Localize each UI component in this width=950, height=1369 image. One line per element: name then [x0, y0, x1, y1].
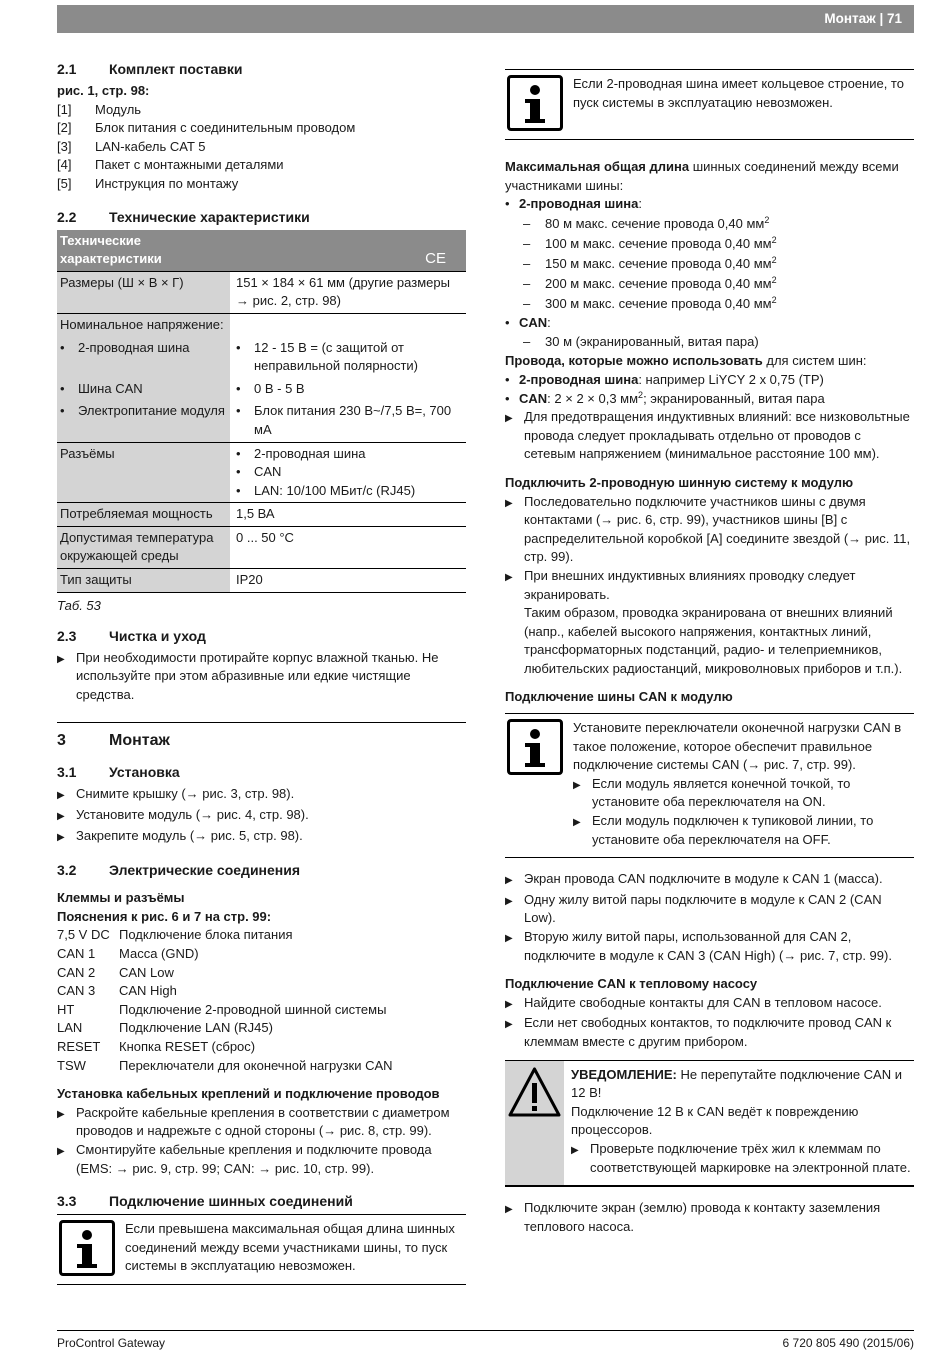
- cable-subheading: Установка кабельных креплений и подключение проводов: [57, 1086, 440, 1102]
- list-item: [4] Пакет с монтажными деталями: [57, 157, 284, 173]
- list-item: ▶ Найдите свободные контакты для CAN в тепловом насосе.: [505, 994, 914, 1015]
- page-header: [57, 5, 914, 33]
- page-footer: [57, 1330, 914, 1350]
- info-icon: [507, 75, 563, 131]
- heatpump-subheading: Подключение CAN к тепловому насосу: [505, 976, 758, 992]
- list-item: – 300 м макс. сечение провода 0,40 $мм^2$: [523, 294, 777, 311]
- list-item: • 2-проводная шина:: [505, 196, 642, 212]
- triangle-right-icon: ▶: [505, 497, 513, 509]
- footer-doc-number: 6 720 805 490 (2015/06): [782, 1336, 914, 1350]
- list-item: ▶ Установите модуль (→ рис. 4, стр. 98).: [57, 806, 466, 827]
- triangle-right-icon: ▶: [573, 817, 581, 829]
- tech-power-key: Потребляемая мощность: [57, 503, 230, 527]
- tech-volt-can-key: Шина CAN: [78, 380, 143, 396]
- s21-ref: рис. 1, стр. 98:: [57, 83, 150, 98]
- list-item: ▶ Последовательно подключите участников шины с двумя контактами (→ рис. 6, стр. 99), участников шины [B] с распределительной коробкой [A] соедините звездой (→ рис. 11, стр. 99).: [505, 493, 914, 567]
- list-item: CAN 2 CAN Low: [57, 964, 174, 980]
- list-item: ▶ Если модуль подключен к тупиковой линии, то установите оба переключателя на OFF.: [573, 812, 914, 849]
- triangle-right-icon: ▶: [505, 933, 513, 944]
- tech-table: Технические характеристики CE Размеры (Ш × В × Г) 151 × 184 × 61 мм (другие размеры → рис. 2, стр. 98) Номинальное напряжение: • 2-проводная шина • 12 - 15 В = (с защитой от неправильной полярности) • Шина CAN • 0 В - 5 В • Электропитание модуля • Блок питания 230 В~/7,5 В=, 700 мА Разъёмы • 2-проводная шина • CAN • LAN: 10/100 МБит/с (RJ45) Потребляемая мощность 1,5 ВА Допустимая температура окружающей среды 0 ... 50 °C Тип защиты IP20: [57, 230, 466, 593]
- triangle-right-icon: ▶: [505, 998, 513, 1010]
- list-item: HT Подключение 2-проводной шинной системы: [57, 1001, 387, 1017]
- list-item: ▶ Раскройте кабельные крепления в соответствии с диаметром проводов и надрежьте с одной стороны (→ рис. 8, стр. 99).: [57, 1104, 466, 1141]
- triangle-right-icon: ▶: [505, 1204, 513, 1216]
- triangle-right-icon: ▶: [57, 1145, 65, 1157]
- tech-prot-key: Тип защиты: [57, 569, 230, 593]
- triangle-right-icon: ▶: [505, 875, 513, 887]
- footer-product: ProControl Gateway: [57, 1336, 166, 1350]
- list-item: CAN 3 CAN High: [57, 983, 177, 999]
- tech-dims-val: 151 × 184 × 61 мм (другие размеры → рис. 2, стр. 98): [230, 271, 466, 313]
- list-item: ▶ Вторую жилу витой пары, использованной для CAN 2, подключите в модуле к CAN 3 (CAN High) (→ рис. 7, стр. 99).: [505, 928, 914, 965]
- list-item: ▶ Экран провода CAN подключите в модуле к CAN 1 (масса).: [505, 870, 914, 891]
- table-caption: Таб. 53: [57, 597, 101, 613]
- shield-explanation: Таким образом, проводка экранирована от внешних влияний (напр., кабелей высокого напряжения, контактных линий, трансформаторных подстанций, радио- и телеприемников, любительских радиостанций, микроволновых приборов и т.п.).: [524, 605, 903, 676]
- triangle-right-icon: ▶: [57, 831, 65, 843]
- list-item: • 2-проводная шина: например LiYCY 2 x 0,75 (TP): [505, 371, 824, 387]
- section-3-title: 3 Монтаж: [57, 732, 170, 750]
- list-item: – 80 м макс. сечение провода 0,40 $мм^2$: [523, 214, 770, 231]
- list-item: ▶ Снимите крышку (→ рис. 3, стр. 98).: [57, 785, 466, 806]
- triangle-right-icon: ▶: [57, 1108, 65, 1120]
- info-box: Если превышена максимальная общая длина шинных соединений между всеми участниками шины, то пуск системы в эксплуатацию невозможен.: [57, 1214, 466, 1285]
- tech-table-header: Технические характеристики: [57, 230, 230, 272]
- list-item: CAN 1 Масса (GND): [57, 946, 199, 961]
- list-item: [2] Блок питания с соединительным проводом: [57, 120, 356, 136]
- list-item: [5] Инструкция по монтажу: [57, 175, 239, 191]
- legend-subheading: Пояснения к рис. 6 и 7 на стр. 99:: [57, 908, 272, 924]
- list-item: – 100 м макс. сечение провода 0,40 $мм^2$: [523, 234, 777, 251]
- terminal-defs: [57, 926, 466, 1075]
- right-column: [505, 69, 914, 1236]
- list-item: RESET Кнопка RESET (сброс): [57, 1038, 256, 1054]
- tech-volt-psu-val: Блок питания 230 В~/7,5 В=, 700 мА: [254, 403, 452, 437]
- list-item: – 200 м макс. сечение провода 0,40 $мм^2$: [523, 274, 777, 291]
- left-column: [57, 60, 466, 1285]
- list-item: ▶ Если модуль является конечной точкой, то установите оба переключателя на ON.: [573, 775, 914, 812]
- tech-conn-val: • 2-проводная шина • CAN • LAN: 10/100 МБит/с (RJ45): [230, 442, 466, 503]
- triangle-right-icon: ▶: [57, 653, 65, 665]
- list-item: ▶ Одну жилу витой пары подключите в модуле к CAN 2 (CAN Low).: [505, 891, 914, 928]
- list-item: [1] Модуль: [57, 101, 142, 117]
- list-item: 7,5 V DC Подключение блока питания: [57, 927, 293, 943]
- tech-power-val: 1,5 ВА: [230, 503, 466, 527]
- section-3-1-title: 3.1 Установка: [57, 764, 180, 781]
- section-3-2-title: 3.2 Электрические соединения: [57, 862, 301, 879]
- triangle-right-icon: ▶: [505, 413, 513, 425]
- triangle-right-icon: ▶: [505, 895, 513, 907]
- list-item: ▶ Закрепите модуль (→ рис. 5, стр. 98).: [57, 827, 466, 848]
- tech-dims-key: Размеры (Ш × В × Г): [57, 271, 230, 313]
- list-item: ▶ Смонтируйте кабельные крепления и подключите провода (EMS: → рис. 9, стр. 99; CAN: → рис. 10, стр. 99).: [57, 1141, 466, 1178]
- list-item: ▶ Проверьте подключение трёх жил к клеммам по соответствующей маркировке на электронной плате.: [571, 1140, 914, 1177]
- list-item: TSW Переключатели для оконечной нагрузки CAN: [57, 1057, 393, 1073]
- wires-text: Провода, которые можно использовать для систем шин:: [505, 353, 867, 369]
- triangle-right-icon: ▶: [505, 1019, 513, 1031]
- info-box: Установите переключатели оконечной нагрузки CAN в такое положение, которое обеспечит правильное подключение системы CAN (→ рис. 7, стр. 99). ▶ Если модуль является конечной точкой, то установите оба переключателя на ON. ▶ Если модуль подключен к тупиковой линии, то установите оба переключателя на OFF.: [505, 713, 914, 858]
- list-item: • CAN:: [505, 314, 551, 330]
- triangle-right-icon: ▶: [573, 779, 581, 791]
- cleaning-instruction: ▶ При необходимости протирайте корпус влажной тканью. Не используйте при этом абразивные или едкие чистящие средства.: [57, 649, 466, 705]
- section-2-1-title: 2.1 Комплект поставки: [57, 61, 243, 77]
- info-icon: [507, 719, 563, 775]
- triangle-right-icon: ▶: [505, 571, 513, 583]
- terminals-subheading: Клеммы и разъёмы: [57, 890, 185, 906]
- can-subheading: Подключение шины CAN к модулю: [505, 689, 733, 705]
- list-item: – 30 м (экранированный, витая пара): [523, 334, 759, 350]
- list-item: [3] LAN-кабель CAT 5: [57, 138, 206, 154]
- tech-temp-key: Допустимая температура окружающей среды: [57, 526, 230, 568]
- warning-triangle-icon: [505, 1061, 564, 1186]
- triangle-right-icon: ▶: [571, 1144, 579, 1156]
- list-item: LAN Подключение LAN (RJ45): [57, 1020, 273, 1036]
- ce-mark-icon: CE: [230, 230, 466, 272]
- tech-prot-val: IP20: [230, 569, 466, 593]
- tech-volt-psu-key: Электропитание модуля: [78, 403, 225, 419]
- tech-volt-can-val: 0 В - 5 В: [254, 380, 305, 396]
- section-2-3-title: 2.3 Чистка и уход: [57, 627, 206, 644]
- bus2-subheading: Подключить 2-проводную шинную систему к модулю: [505, 474, 854, 490]
- tech-volt-bus-key: 2-проводная шина: [78, 339, 190, 355]
- maxlen-text: Максимальная общая длина шинных соединений между всеми участниками шины:: [505, 159, 899, 193]
- triangle-right-icon: ▶: [57, 811, 65, 823]
- tech-volt-bus-val: 12 - 15 В = (с защитой от неправильной полярности): [254, 339, 419, 374]
- list-item: ▶ Для предотвращения индуктивных влияний: все низковольтные провода следует прокладывать отдельно от проводов с сетевым напряжением (минимальное расстояние 100 мм).: [505, 408, 914, 464]
- list-item: – 150 м макс. сечение провода 0,40 $мм^2$: [523, 254, 777, 271]
- list-item: ▶ При внешних индуктивных влияниях проводку следует экранировать.: [505, 567, 914, 604]
- header-label: Монтаж | 71: [824, 11, 902, 26]
- tech-volt-key: Номинальное напряжение:: [57, 313, 230, 336]
- list-item: ▶ Подключите экран (землю) провода к контакту заземления теплового насоса.: [505, 1199, 914, 1236]
- info-box: Если 2-проводная шина имеет кольцевое строение, то пуск системы в эксплуатацию невозможен.: [505, 69, 914, 140]
- triangle-right-icon: ▶: [57, 790, 65, 802]
- info-icon: [59, 1220, 115, 1276]
- list-item: • CAN: 2 × 2 × 0,3 $мм^2$; экранированный, витая пара: [505, 389, 825, 406]
- tech-temp-val: 0 ... 50 °C: [230, 526, 466, 568]
- list-item: ▶ Если нет свободных контактов, то подключите провод CAN к клеммам вместе с другим прибором.: [505, 1014, 914, 1051]
- section-3-3-title: 3.3 Подключение шинных соединений: [57, 1193, 353, 1210]
- warning-box: УВЕДОМЛЕНИЕ: Не перепутайте подключение CAN и 12 В! Подключение 12 В к CAN ведёт к повреждению процессоров. ▶ Проверьте подключение трёх жил к клеммам по соответствующей маркировке на электронной плате.: [505, 1060, 914, 1188]
- delivery-list: [57, 101, 466, 194]
- tech-conn-key: Разъёмы: [57, 442, 230, 503]
- section-2-2-title: 2.2 Технические характеристики: [57, 208, 310, 225]
